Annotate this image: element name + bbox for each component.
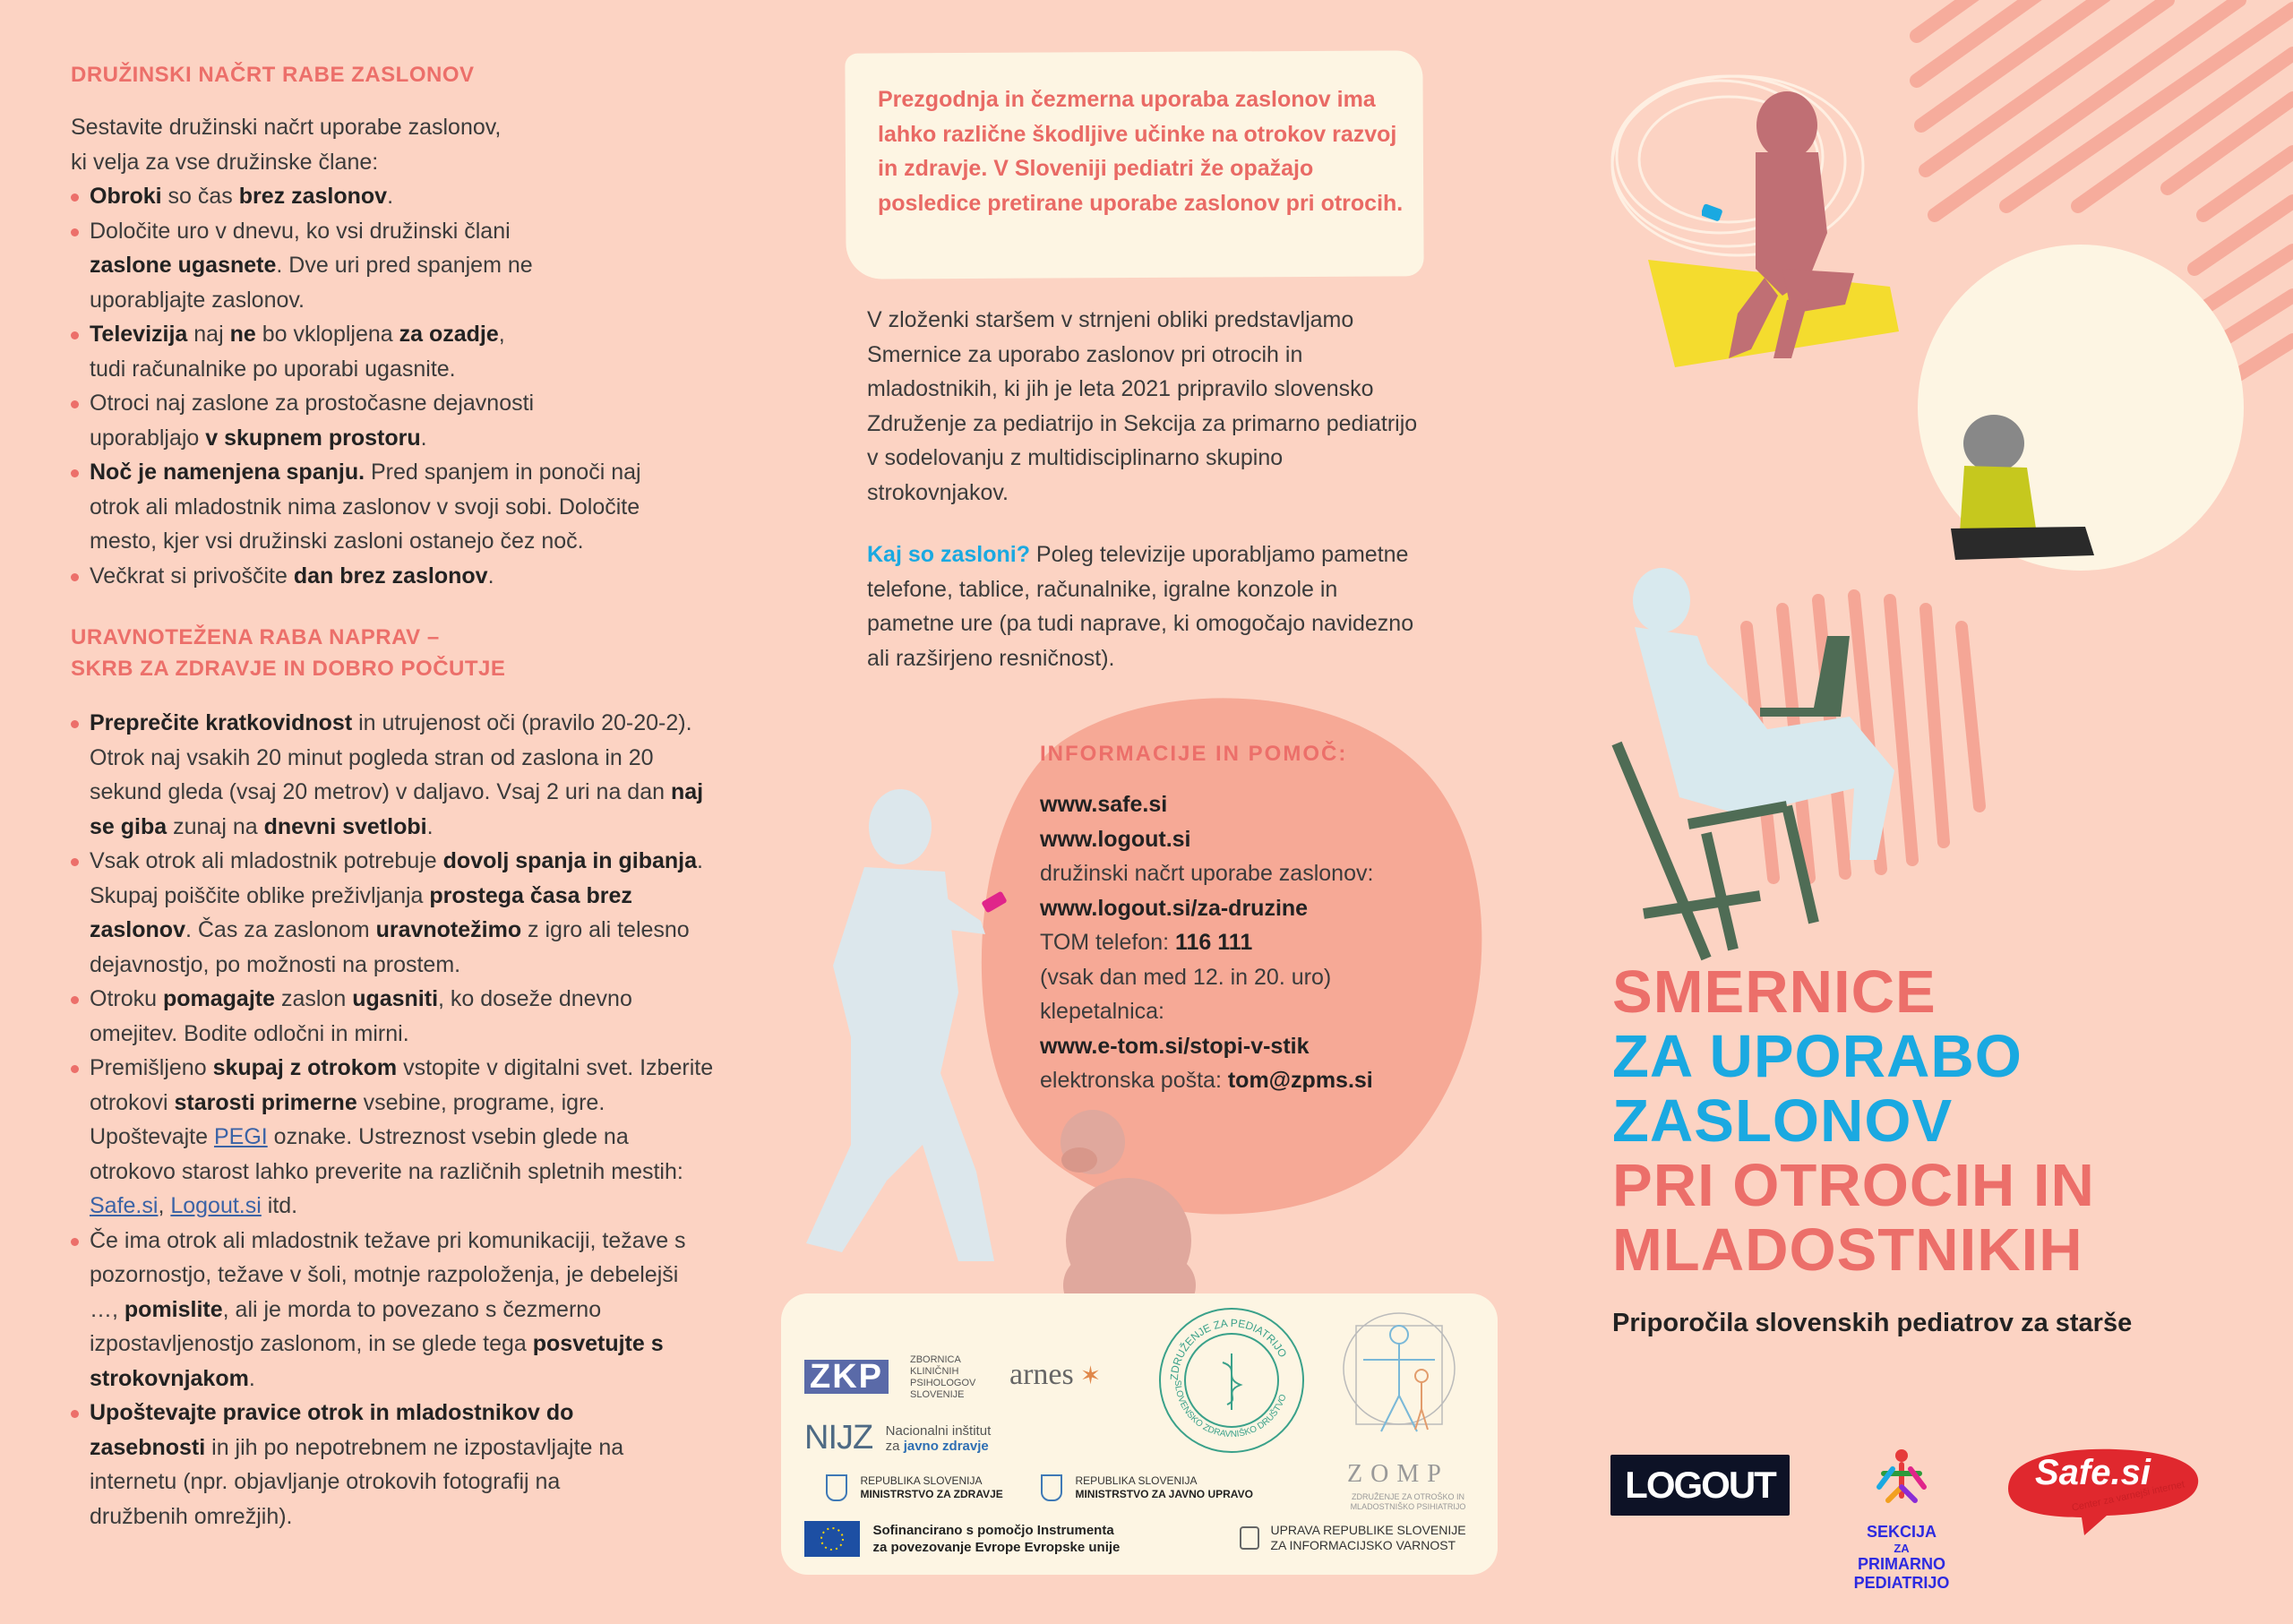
list-item: Vsak otrok ali mladostnik potrebuje dovolj spanja in gibanja. Skupaj poiščite oblike preživljanja prostega časa brez zaslonov. Čas za zaslonom uravnotežimo z igro ali telesno dejavnostjo, po možnosti na prostem. xyxy=(71,844,708,982)
list-item: Določite uro v dnevu, ko vsi družinski člani zaslone ugasnete. Dve uri pred spanjem ne uporabljajte zaslonov. xyxy=(71,214,591,318)
ministry-health-logo: REPUBLIKA SLOVENIJA MINISTRSTVO ZA ZDRAVJE xyxy=(826,1474,1003,1501)
eu-funding-logo: Sofinancirano s pomočjo Instrumenta za povezovanje Evrope Evropske unije xyxy=(804,1521,1120,1557)
left-column xyxy=(71,56,716,1534)
intro-text: V zloženki staršem v strnjeni obliki predstavljamo Smernice za uporabo zaslonov pri otrocih in mladostnikih, ki jih je leta 2021 pripravilo slovensko Združenje za pediatrijo in Sekcija za primarno pediatrijo v sodelovanju z multidisciplinarno skupino strokovnjakov. xyxy=(867,307,1418,505)
family-plan-label: družinski načrt uporabe zaslonov: xyxy=(1040,861,1374,886)
list-item: Noč je namenjena spanju. Pred spanjem in ponoči naj otrok ali mladostnik nima zaslonov v svoji sobi. Določite mesto, kjer vsi družinski zasloni ostanejo čez noč. xyxy=(71,455,690,559)
tom-phone: TOM telefon: 116 111 xyxy=(1040,930,1253,955)
pegi-link[interactable]: PEGI xyxy=(213,1124,268,1149)
svg-text:ZDRUŽENJE ZA PEDIATRIJO: ZDRUŽENJE ZA PEDIATRIJO xyxy=(1167,1316,1290,1381)
nijz-logo xyxy=(804,1419,991,1457)
family-plan-heading: DRUŽINSKI NAČRT RABE ZASLONOV xyxy=(71,63,475,87)
safe-si-link[interactable]: Safe.si xyxy=(90,1193,159,1218)
balanced-use-heading: URAVNOTEŽENA RABA NAPRAV – SKRB ZA ZDRAVJE IN DOBRO POČUTJE xyxy=(71,625,506,681)
sitting-girl-illustration xyxy=(1702,90,1863,367)
list-item: Če ima otrok ali mladostnik težave pri komunikaciji, težave s pozornostjo, težave v šoli, motnje razpoloženja, je debelejši …, pomislite, ali je morda to povezano s čezmerno izpostavljenostjo zaslonom, in se glede tega posvetujte s strokovnjakom. xyxy=(71,1224,690,1396)
slovenia-crest-icon xyxy=(826,1474,847,1501)
tom-hours: (vsak dan med 12. in 20. uro) xyxy=(1040,964,1332,990)
list-item: Otroci naj zaslone za prostočasne dejavnosti uporabljajo v skupnem prostoru. xyxy=(71,386,609,455)
zomp-figure-icon xyxy=(1336,1306,1462,1440)
link-logout-families[interactable]: www.logout.si/za-druzine xyxy=(1040,895,1309,921)
email: elektronska pošta: tom@zpms.si xyxy=(1040,1068,1373,1093)
man-on-chair-illustration xyxy=(1599,564,1939,976)
zkp-mark: ZKP xyxy=(804,1360,889,1394)
link-safe[interactable]: www.safe.si xyxy=(1040,792,1168,817)
list-item: Obroki so čas brez zaslonov. xyxy=(71,179,716,214)
pediatrics-association-seal xyxy=(1155,1304,1308,1456)
balanced-use-list xyxy=(71,706,716,1534)
logout-logo: LOGOUT xyxy=(1610,1455,1790,1516)
zomp-logo xyxy=(1336,1306,1471,1512)
info-security-office-logo: UPRAVA REPUBLIKE SLOVENIJE ZA INFORMACIJSKO VARNOST xyxy=(1240,1523,1466,1553)
chat-label: klepetalnica: xyxy=(1040,999,1164,1024)
toddler-illustration xyxy=(1942,412,2103,573)
arnes-logo: arnes ✶ xyxy=(1009,1358,1102,1391)
lock-icon xyxy=(1240,1526,1259,1550)
logout-si-link[interactable]: Logout.si xyxy=(170,1193,262,1218)
what-are-screens: Kaj so zasloni? Poleg televizije uporabljamo pametne telefone, tablice, računalnike, igralne konzole in pametne ure (pa tudi naprave, ki omogočajo navidezno ali razširjeno resničnost). xyxy=(867,542,1414,671)
link-chat[interactable]: www.e-tom.si/stopi-v-stik xyxy=(1040,1033,1310,1059)
safe-si-wordmark: Safe.si xyxy=(2035,1453,2151,1492)
sekcija-figures-icon xyxy=(1870,1447,1933,1518)
nijz-wordmark: NIJZ xyxy=(804,1419,873,1456)
partner-logos-box xyxy=(781,1293,1498,1575)
info-heading: INFORMACIJE IN POMOČ: xyxy=(1040,742,1348,766)
info-help xyxy=(1040,738,1470,1098)
svg-text:SLOVENSKO ZDRAVNIŠKO DRUŠTVO: SLOVENSKO ZDRAVNIŠKO DRUŠTVO xyxy=(1172,1379,1289,1440)
sekcija-logo: SEKCIJA ZA PRIMARNO PEDIATRIJO xyxy=(1853,1523,1950,1592)
page-subtitle: Priporočila slovenskih pediatrov za starše xyxy=(1612,1309,2133,1337)
list-item: Preprečite kratkovidnost in utrujenost oči (pravilo 20-20-2). Otrok naj vsakih 20 minut pogleda stran od zaslona in 20 sekund gleda (vsaj 20 metrov) v daljavo. Vsaj 2 uri na dan naj se giba zunaj na dnevni svetlobi. xyxy=(71,706,717,844)
list-item: Večkrat si privoščite dan brez zaslonov. xyxy=(71,559,716,594)
zkp-logo xyxy=(804,1354,992,1408)
nijz-text: Nacionalni inštitut za javno zdravje xyxy=(885,1422,992,1454)
warning-quote: Prezgodnja in čezmerna uporaba zaslonov ima lahko različne škodljive učinke na otrokov razvoj in zdravje. V Sloveniji pediatri že opažajo posledice pretirane uporabe zaslonov pri otrocih. xyxy=(878,87,1404,216)
zkp-text: ZBORNICA KLINIČNIH PSIHOLOGOV SLOVENIJE xyxy=(910,1354,976,1400)
list-item: Televizija naj ne bo vklopljena za ozadje, tudi računalnike po uporabi ugasnite. xyxy=(71,317,716,386)
zomp-subtitle: ZDRUŽENJE ZA OTROŠKO IN MLADOSTNIŠKO PSIHIATRIJO xyxy=(1350,1492,1466,1511)
slovenia-crest-icon xyxy=(1041,1474,1062,1501)
list-item: Premišljeno skupaj z otrokom vstopite v digitalni svet. Izberite otrokovi starosti primerne vsebine, programe, igre. Upoštevajte PEGI oznake. Ustreznost vsebin glede na otrokovo starost lahko preverite na različnih spletnih mestih: Safe.si, Logout.si itd. xyxy=(71,1051,717,1224)
list-item: Upoštevajte pravice otrok in mladostnikov do zasebnosti in jih po nepotrebnem ne izpostavljajte na internetu (npr. objavljanje otrokovih fotografij na družbenih omrežjih). xyxy=(71,1396,663,1534)
link-logout[interactable]: www.logout.si xyxy=(1040,826,1191,852)
poodle-illustration xyxy=(1043,1106,1214,1321)
eu-flag-icon xyxy=(804,1521,860,1557)
family-plan-list xyxy=(71,179,716,593)
list-item: Otroku pomagajte zaslon ugasniti, ko doseže dnevno omejitev. Bodite odločni in mirni. xyxy=(71,982,699,1051)
what-are-screens-question: Kaj so zasloni? xyxy=(867,542,1030,567)
zomp-wordmark: ZOMP xyxy=(1347,1460,1449,1488)
safe-si-logo xyxy=(1999,1444,2207,1539)
page-title: SMERNICE ZA UPORABO ZASLONOV PRI OTROCIH IN MLADOSTNIKIH xyxy=(1612,958,2095,1284)
ministry-public-admin-logo: REPUBLIKA SLOVENIJA MINISTRSTVO ZA JAVNO UPRAVO xyxy=(1041,1474,1253,1501)
walking-teen-illustration xyxy=(788,786,1021,1270)
safe-si-tagline: Center za varnejši internet xyxy=(2071,1479,2186,1514)
family-plan-intro: Sestavite družinski načrt uporabe zaslonov, ki velja za vse družinske člane: xyxy=(71,115,502,175)
